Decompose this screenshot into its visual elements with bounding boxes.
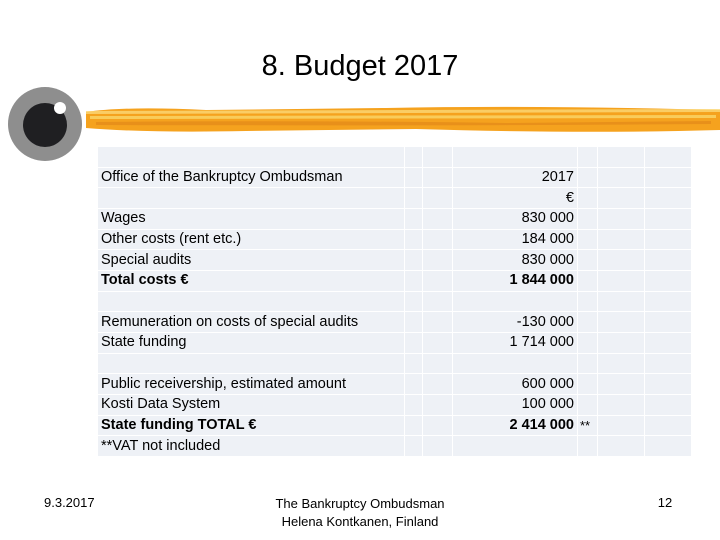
row-label: State funding bbox=[98, 332, 405, 353]
row-label bbox=[98, 291, 405, 312]
budget-table bbox=[97, 146, 692, 457]
empty-cell bbox=[645, 394, 692, 415]
empty-cell bbox=[598, 229, 645, 250]
empty-cell bbox=[645, 188, 692, 209]
row-value: 2017 bbox=[453, 167, 578, 188]
orange-brush-stroke bbox=[86, 102, 720, 136]
table-row bbox=[98, 167, 692, 188]
empty-cell bbox=[645, 147, 692, 168]
empty-cell bbox=[598, 291, 645, 312]
empty-cell bbox=[423, 229, 453, 250]
empty-cell bbox=[598, 250, 645, 271]
row-note bbox=[578, 312, 598, 333]
empty-cell bbox=[405, 436, 423, 457]
row-value bbox=[453, 147, 578, 168]
row-value: 830 000 bbox=[453, 250, 578, 271]
row-value: 2 414 000 bbox=[453, 415, 578, 436]
empty-cell bbox=[423, 270, 453, 291]
table-row bbox=[98, 394, 692, 415]
row-note bbox=[578, 147, 598, 168]
table-row bbox=[98, 436, 692, 457]
row-note bbox=[578, 270, 598, 291]
row-note bbox=[578, 291, 598, 312]
row-note bbox=[578, 188, 598, 209]
row-note bbox=[578, 167, 598, 188]
row-label: Total costs € bbox=[98, 270, 405, 291]
row-note bbox=[578, 332, 598, 353]
row-value: 1 844 000 bbox=[453, 270, 578, 291]
row-value: 600 000 bbox=[453, 374, 578, 395]
empty-cell bbox=[405, 229, 423, 250]
table-row bbox=[98, 250, 692, 271]
empty-cell bbox=[423, 353, 453, 374]
page-number: 12 bbox=[657, 495, 673, 510]
row-value: 184 000 bbox=[453, 229, 578, 250]
table-row bbox=[98, 332, 692, 353]
row-label: **VAT not included bbox=[98, 436, 405, 457]
empty-cell bbox=[405, 208, 423, 229]
row-label: Special audits bbox=[98, 250, 405, 271]
row-label: Other costs (rent etc.) bbox=[98, 229, 405, 250]
empty-cell bbox=[645, 353, 692, 374]
row-note bbox=[578, 208, 598, 229]
empty-cell bbox=[645, 332, 692, 353]
empty-cell bbox=[598, 374, 645, 395]
row-value: 100 000 bbox=[453, 394, 578, 415]
table-row bbox=[98, 188, 692, 209]
row-label: Kosti Data System bbox=[98, 394, 405, 415]
row-label: Office of the Bankruptcy Ombudsman bbox=[98, 167, 405, 188]
empty-cell bbox=[645, 312, 692, 333]
row-note bbox=[578, 229, 598, 250]
row-value: € bbox=[453, 188, 578, 209]
table-row bbox=[98, 312, 692, 333]
row-label bbox=[98, 188, 405, 209]
empty-cell bbox=[598, 353, 645, 374]
row-value bbox=[453, 353, 578, 374]
empty-cell bbox=[598, 270, 645, 291]
empty-cell bbox=[423, 147, 453, 168]
slide-title: 8. Budget 2017 bbox=[261, 50, 459, 82]
footer-org-line1: The Bankruptcy Ombudsman bbox=[275, 496, 445, 511]
empty-cell bbox=[405, 188, 423, 209]
row-label bbox=[98, 353, 405, 374]
row-value bbox=[453, 436, 578, 457]
row-note bbox=[578, 353, 598, 374]
footer-organization bbox=[230, 495, 490, 531]
footer-org-line2: Helena Kontkanen, Finland bbox=[281, 514, 439, 529]
table-row bbox=[98, 291, 692, 312]
empty-cell bbox=[645, 374, 692, 395]
empty-cell bbox=[405, 147, 423, 168]
empty-cell bbox=[423, 291, 453, 312]
row-note bbox=[578, 394, 598, 415]
empty-cell bbox=[423, 188, 453, 209]
eye-logo-icon bbox=[7, 86, 83, 162]
table-row bbox=[98, 374, 692, 395]
row-value: 830 000 bbox=[453, 208, 578, 229]
footer-date: 9.3.2017 bbox=[44, 495, 95, 510]
empty-cell bbox=[598, 415, 645, 436]
empty-cell bbox=[645, 250, 692, 271]
table-row bbox=[98, 270, 692, 291]
empty-cell bbox=[405, 332, 423, 353]
empty-cell bbox=[645, 291, 692, 312]
table-row bbox=[98, 208, 692, 229]
empty-cell bbox=[598, 394, 645, 415]
empty-cell bbox=[405, 250, 423, 271]
row-note bbox=[578, 374, 598, 395]
empty-cell bbox=[405, 291, 423, 312]
table-row bbox=[98, 353, 692, 374]
empty-cell bbox=[405, 374, 423, 395]
row-note bbox=[578, 436, 598, 457]
empty-cell bbox=[423, 208, 453, 229]
row-label: Remuneration on costs of special audits bbox=[98, 312, 405, 333]
row-label: Wages bbox=[98, 208, 405, 229]
table-row bbox=[98, 229, 692, 250]
empty-cell bbox=[405, 415, 423, 436]
empty-cell bbox=[645, 415, 692, 436]
table-row bbox=[98, 415, 692, 436]
empty-cell bbox=[645, 436, 692, 457]
empty-cell bbox=[598, 208, 645, 229]
empty-cell bbox=[423, 312, 453, 333]
table-row bbox=[98, 147, 692, 168]
empty-cell bbox=[645, 229, 692, 250]
empty-cell bbox=[598, 147, 645, 168]
row-value bbox=[453, 291, 578, 312]
empty-cell bbox=[423, 436, 453, 457]
empty-cell bbox=[423, 250, 453, 271]
empty-cell bbox=[645, 208, 692, 229]
row-label: Public receivership, estimated amount bbox=[98, 374, 405, 395]
empty-cell bbox=[645, 167, 692, 188]
empty-cell bbox=[423, 394, 453, 415]
empty-cell bbox=[598, 167, 645, 188]
row-label bbox=[98, 147, 405, 168]
empty-cell bbox=[405, 270, 423, 291]
row-note bbox=[578, 250, 598, 271]
empty-cell bbox=[598, 312, 645, 333]
empty-cell bbox=[405, 167, 423, 188]
row-label: State funding TOTAL € bbox=[98, 415, 405, 436]
empty-cell bbox=[598, 332, 645, 353]
row-value: 1 714 000 bbox=[453, 332, 578, 353]
empty-cell bbox=[423, 415, 453, 436]
empty-cell bbox=[405, 394, 423, 415]
empty-cell bbox=[645, 270, 692, 291]
empty-cell bbox=[423, 374, 453, 395]
empty-cell bbox=[598, 188, 645, 209]
row-value: -130 000 bbox=[453, 312, 578, 333]
empty-cell bbox=[405, 353, 423, 374]
empty-cell bbox=[598, 436, 645, 457]
empty-cell bbox=[423, 167, 453, 188]
empty-cell bbox=[423, 332, 453, 353]
empty-cell bbox=[405, 312, 423, 333]
row-note: ** bbox=[578, 415, 598, 436]
